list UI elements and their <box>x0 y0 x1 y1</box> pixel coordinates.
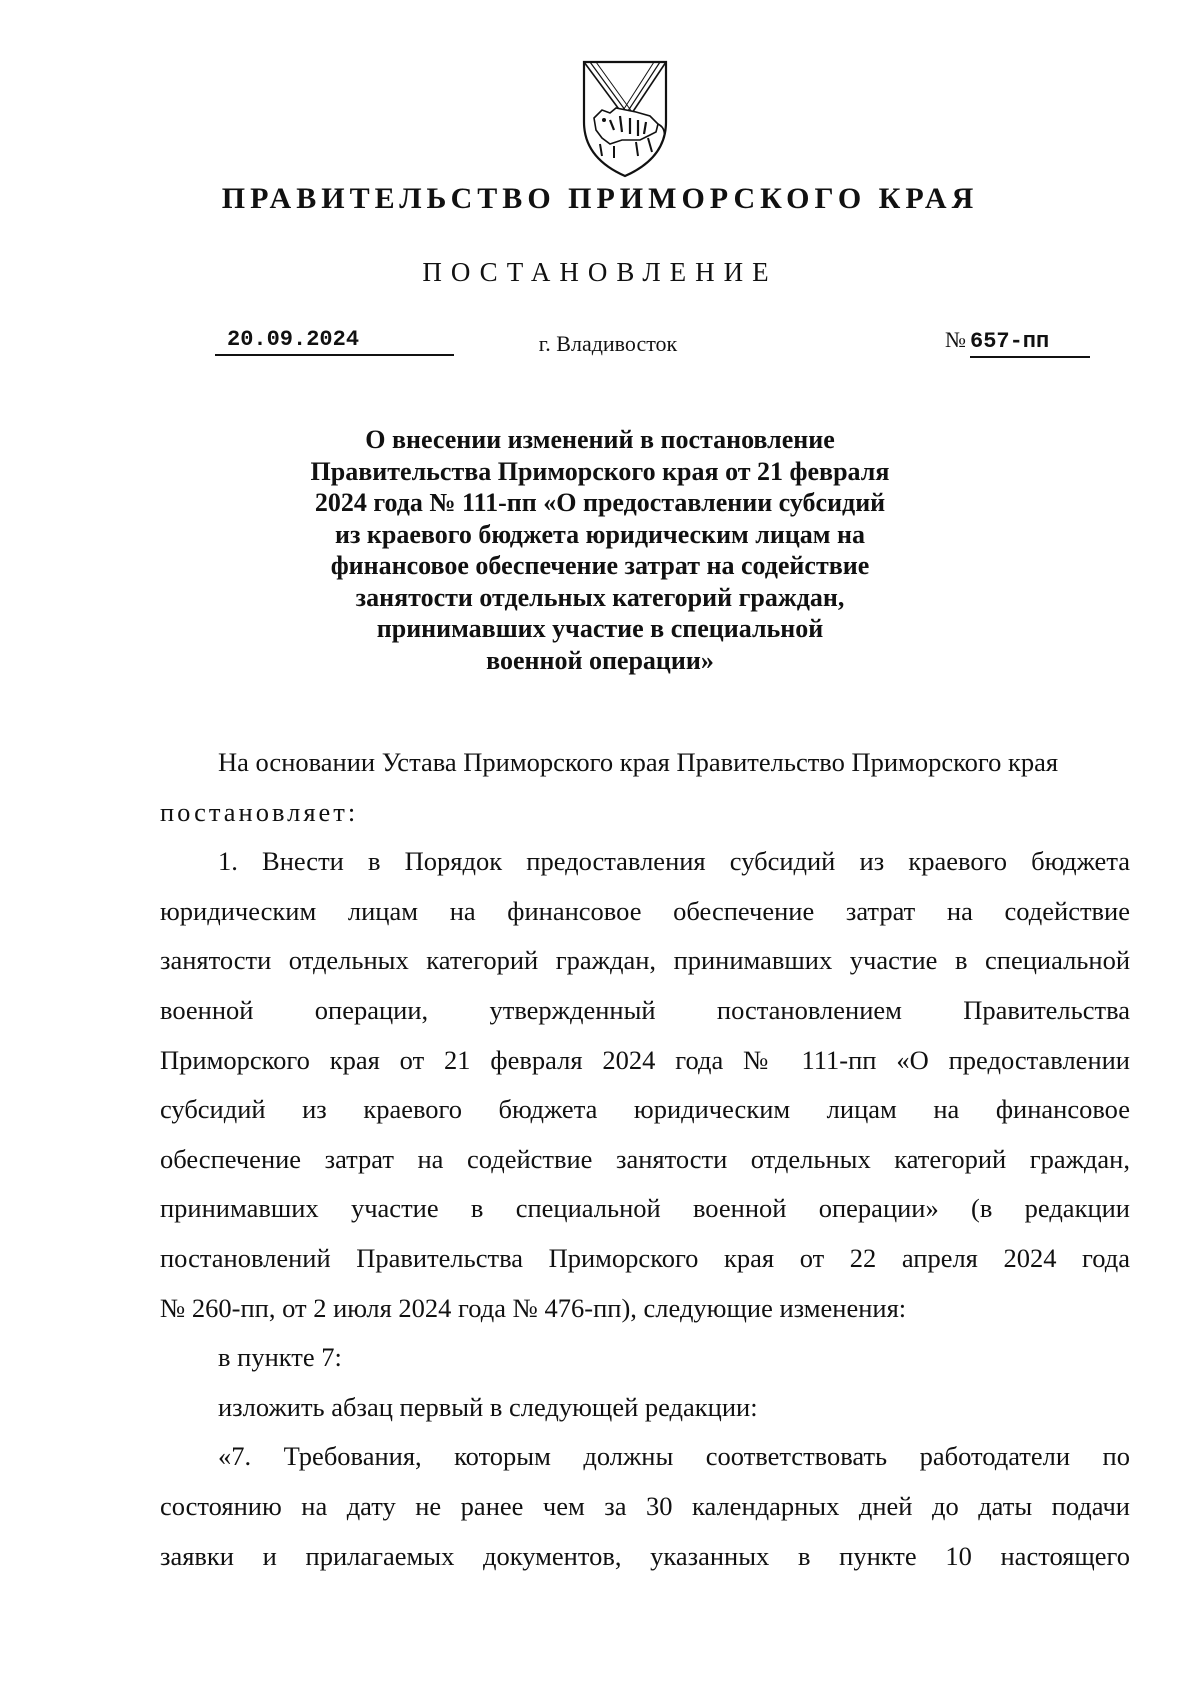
subject-line: финансовое обеспечение затрат на содействие <box>330 551 870 580</box>
coat-of-arms-emblem <box>580 58 670 180</box>
body-line: заявки и прилагаемых документов, указанных в пункте 10 настоящего <box>160 1540 1130 1571</box>
body-line: военной операции, утвержденный постановлением Правительства <box>160 994 1130 1025</box>
body-line: состоянию на дату не ранее чем за 30 календарных дней до даты подачи <box>160 1490 1130 1521</box>
body-line: постановлений Правительства Приморского края от 22 апреля 2024 года <box>160 1242 1130 1273</box>
number-sign: № <box>945 327 966 352</box>
government-title: ПРАВИТЕЛЬСТВО ПРИМОРСКОГО КРАЯ <box>221 182 979 215</box>
body-line: изложить абзац первый в следующей редакции: <box>218 1391 758 1422</box>
body-line: юридическим лицам на финансовое обеспечение затрат на содействие <box>160 895 1130 926</box>
body-line: постановляет: <box>160 796 359 827</box>
body-line: На основании Устава Приморского края Правительство Приморского края <box>218 747 1059 777</box>
document-date: 20.09.2024 <box>215 327 454 356</box>
document-body <box>160 738 1130 1581</box>
subject-line: занятости отдельных категорий граждан, <box>355 582 845 612</box>
document-type-heading: ПОСТАНОВЛЕНИЕ <box>422 257 778 287</box>
body-line: «7. Требования, которым должны соответствовать работодатели по <box>218 1441 1130 1472</box>
document-city: г. Владивосток <box>538 331 678 356</box>
subject-line: Правительства Приморского края от 21 февраля <box>310 456 890 486</box>
body-line: Приморского края от 21 февраля 2024 года № 111-пп «О предоставлении <box>160 1044 1130 1075</box>
subject-line: О внесении изменений в постановление <box>365 425 835 454</box>
document-subject <box>280 424 920 676</box>
body-line: субсидий из краевого бюджета юридическим лицам на финансовое <box>160 1094 1130 1125</box>
subject-line: принимавших участие в специальной <box>376 614 824 643</box>
subject-line: 2024 года № 111-пп «О предоставлении субсидий <box>314 488 886 517</box>
body-line: занятости отдельных категорий граждан, принимавших участие в специальной <box>160 945 1130 976</box>
subject-line: военной операции» <box>486 645 714 675</box>
document-number-block <box>945 327 1097 358</box>
body-line: 1. Внести в Порядок предоставления субсидий из краевого бюджета <box>218 846 1130 877</box>
body-line: принимавших участие в специальной военной операции» (в редакции <box>160 1193 1130 1224</box>
subject-line: из краевого бюджета юридическим лицам на <box>334 519 866 549</box>
document-number: 657-пп <box>970 329 1090 358</box>
body-line: обеспечение затрат на содействие занятости отдельных категорий граждан, <box>160 1143 1130 1174</box>
body-line: в пункте 7: <box>218 1342 342 1373</box>
body-line: № 260-пп, от 2 июля 2024 года № 476-пп), следующие изменения: <box>160 1292 907 1323</box>
